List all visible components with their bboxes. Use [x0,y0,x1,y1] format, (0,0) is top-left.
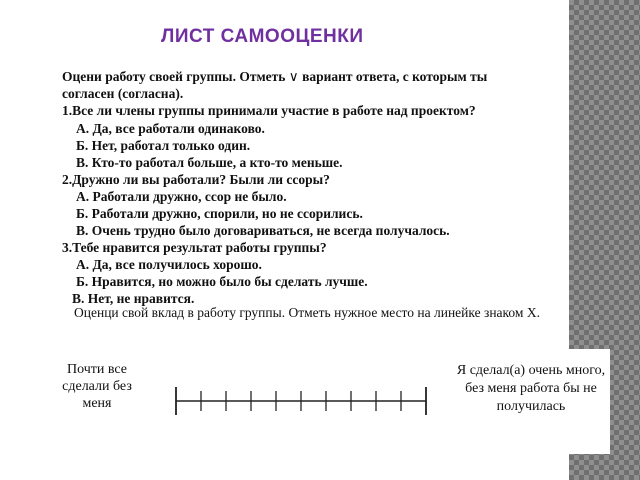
scale-left-label: Почти все сделали без меня [62,362,132,411]
page-title: ЛИСТ САМООЦЕНКИ [161,26,364,47]
question-3-option-c[interactable]: В. Нет, не нравится. [72,291,195,306]
question-3-option-b[interactable]: Б. Нравится, но можно было бы сделать лучше. [76,274,368,289]
question-2-option-a[interactable]: А. Работали дружно, ссор не было. [76,189,287,204]
intro-line-2: согласен (согласна). [62,86,184,101]
question-1-option-a[interactable]: А. Да, все работали одинаково. [76,121,265,136]
question-3: 3.Тебе нравится результат работы группы? [62,240,327,255]
question-2-option-c[interactable]: В. Очень трудно было договариваться, не всегда получалось. [76,223,450,238]
question-1-option-c[interactable]: В. Кто-то работал больше, а кто-то меньше. [76,155,343,170]
question-1: 1.Все ли члены группы принимали участие в работе над проектом? [62,103,476,118]
check-mark-icon: ∨ [288,69,299,84]
question-1-option-b[interactable]: Б. Нет, работал только один. [76,138,251,153]
intro-text-after: вариант ответа, с которым ты [302,69,488,84]
contribution-prompt: Оценци свой вклад в работу группы. Отметь нужное место на линейке знаком Х. [74,305,540,320]
intro-line-1 [62,69,487,85]
scale-right-label: Я сделал(а) очень много, без меня работа бы не получилась [456,363,606,414]
question-3-option-a[interactable]: А. Да, все получилось хорошо. [76,257,262,272]
self-assessment-scale[interactable] [170,385,432,425]
question-2-option-b[interactable]: Б. Работали дружно, спорили, но не ссорились. [76,206,363,221]
question-2: 2.Дружно ли вы работали? Были ли ссоры? [62,172,330,187]
intro-text-before: Оцени работу своей группы. Отметь [62,69,286,84]
